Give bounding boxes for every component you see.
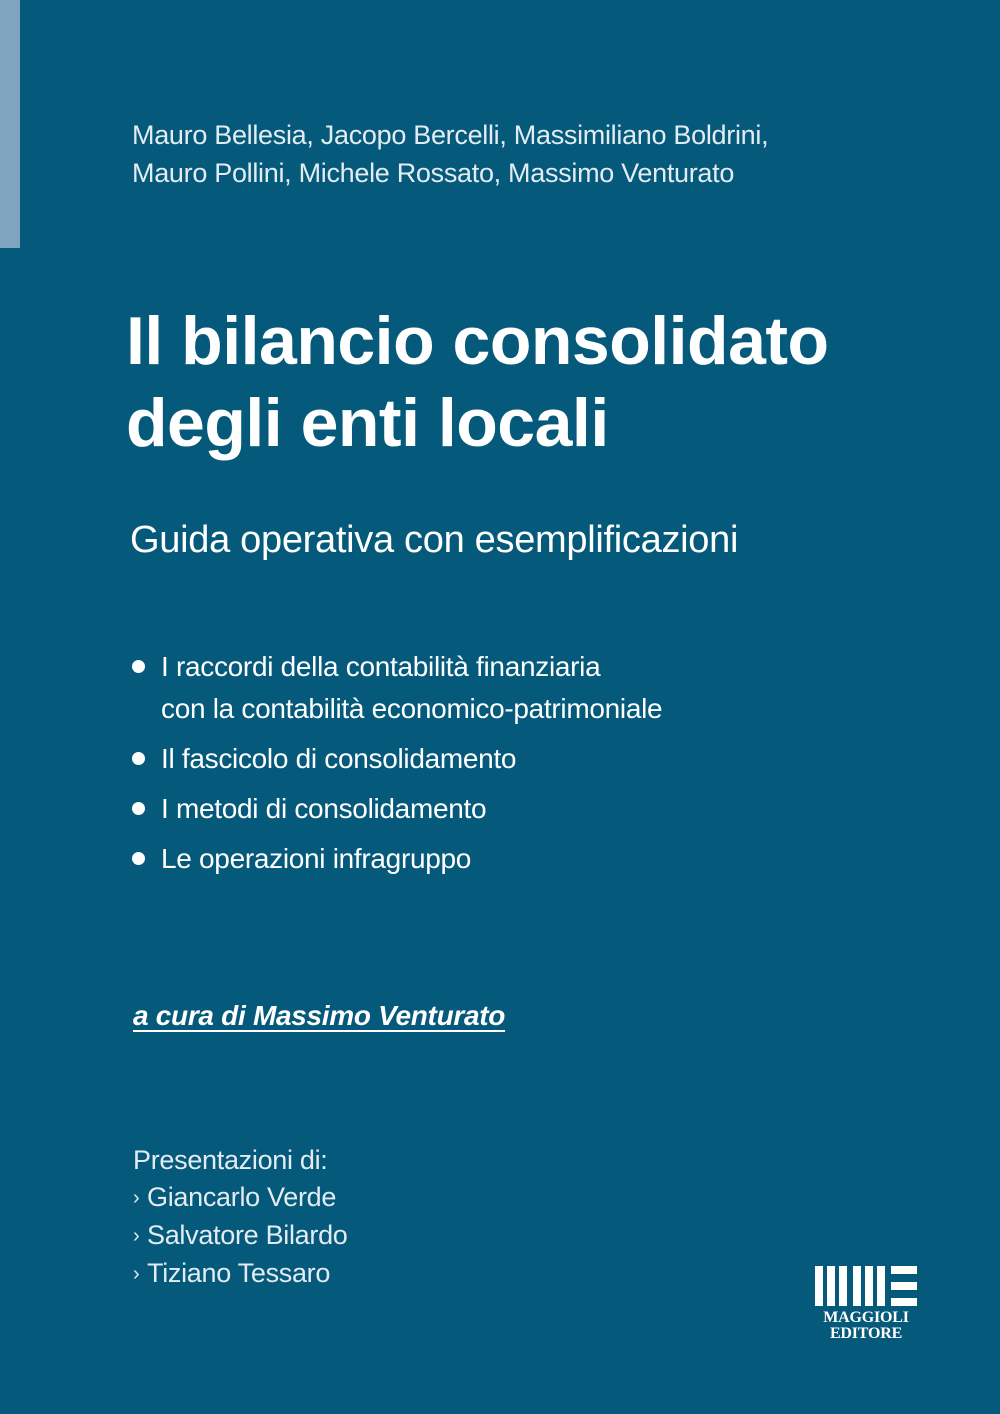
presenter-name: Salvatore Bilardo (147, 1220, 348, 1250)
bullet-icon (132, 752, 145, 765)
book-subtitle: Guida operativa con esemplificazioni (130, 519, 739, 561)
authors-line: Mauro Bellesia, Jacopo Bercelli, Massimiliano Boldrini, (132, 120, 769, 150)
topic-item (130, 838, 950, 880)
authors-line: Mauro Pollini, Michele Rossato, Massimo Venturato (132, 158, 735, 188)
bullet-icon (132, 802, 145, 815)
bullet-icon (132, 660, 145, 673)
presenter-name: Tiziano Tessaro (147, 1258, 331, 1288)
book-title (126, 300, 986, 464)
topic-item (130, 788, 950, 830)
title-line: degli enti locali (126, 385, 609, 461)
editor-credit: a cura di Massimo Venturato (133, 1000, 506, 1031)
spine-accent-bar (0, 0, 20, 248)
maggioli-logo-icon (814, 1264, 918, 1308)
presenter-item (133, 1179, 348, 1217)
bullet-icon (132, 852, 145, 865)
chevron-right-icon: › (133, 1263, 140, 1285)
presentations (133, 1142, 348, 1293)
topics-list (130, 646, 950, 888)
presenter-name: Giancarlo Verde (147, 1182, 337, 1212)
presenter-item (133, 1255, 348, 1293)
chevron-right-icon: › (133, 1187, 140, 1209)
topic-line: con la contabilità economico-patrimoniale (161, 693, 663, 724)
publisher-name: MAGGIOLI (823, 1309, 909, 1326)
publisher-logo (814, 1264, 918, 1344)
topic-item (130, 646, 950, 730)
authors (132, 116, 952, 192)
topic-line: Il fascicolo di consolidamento (161, 743, 517, 774)
presenter-item (133, 1217, 348, 1255)
topic-line: Le operazioni infragruppo (161, 843, 472, 874)
topic-item (130, 738, 950, 780)
topic-line: I raccordi della contabilità finanziaria (161, 651, 601, 682)
publisher-imprint: EDITORE (829, 1325, 903, 1342)
title-line: Il bilancio consolidato (126, 303, 829, 379)
presentations-heading: Presentazioni di: (133, 1145, 328, 1175)
topic-line: I metodi di consolidamento (161, 793, 487, 824)
chevron-right-icon: › (133, 1225, 140, 1247)
